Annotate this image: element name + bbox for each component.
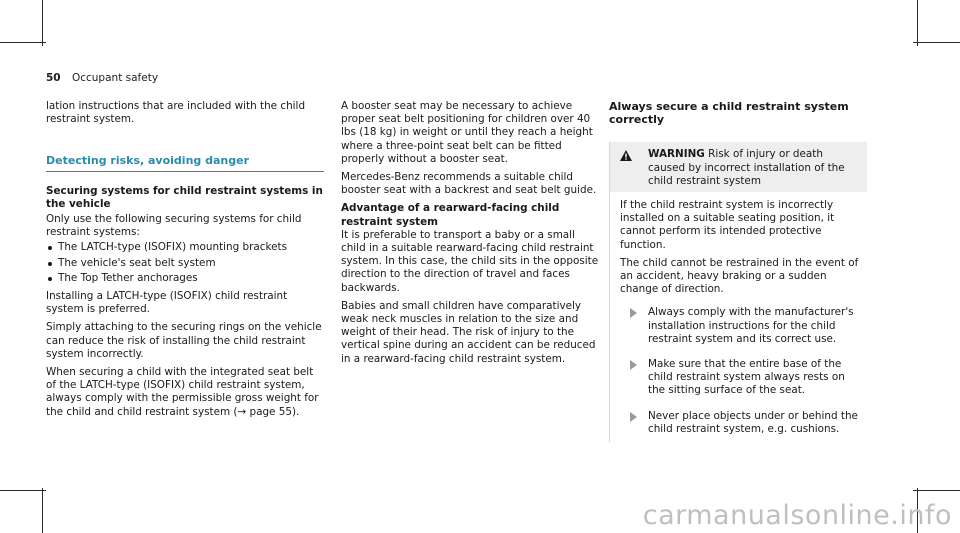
page-number: 50 [46,72,61,84]
heading: Always secure a child restraint system correctly [609,100,849,127]
warning-box [609,142,867,442]
instruction-step [620,410,859,436]
list-item: The vehicle's seat belt system [46,257,326,270]
column-middle [341,100,601,371]
warning-title: Risk of injury or death caused by incorrect installation of the child restraint system [648,148,845,187]
subheading: Advantage of a rearward-facing child restraint system [341,202,560,228]
section-name: Occupant safety [71,72,159,84]
crop-mark [913,42,960,43]
subheading: Securing systems for child restraint systems in the vehicle [46,184,323,210]
watermark: carmanualsonline.info [642,500,952,531]
list-item: The Top Tether anchorages [46,272,326,285]
warning-label: WARNING [648,148,705,161]
paragraph: Babies and small children have comparatively weak neck muscles in relation to the size and weight of their head. The risk of injury to the vertical spine during an accident can be reduced in a rearward-facing child restraint system. [341,299,596,365]
paragraph: The child cannot be restrained in the event of an accident, heavy braking or a sudden change of direction. [620,256,859,296]
paragraph: Installing a LATCH-type (ISOFIX) child restraint system is preferred. [46,290,288,316]
column-right [609,100,867,442]
paragraph: A booster seat may be necessary to achieve proper seat belt positioning for children over 40 lbs (18 kg) in weight or until they reach a height where a three-point seat belt can be fitted properly without a booster seat. [341,100,593,165]
section-title: Detecting risks, avoiding danger [46,154,249,168]
page-header [46,72,158,84]
paragraph: When securing a child with the integrated seat belt of the LATCH-type (ISOFIX) child restraint system, always comply with the permissible gross weight for the child and child restraint system (→ page 55). [46,366,319,418]
step-text: Always comply with the manufacturer's installation instructions for the child restraint system and its correct use. [648,306,854,345]
paragraph: If the child restraint system is incorrectly installed on a suitable seating position, it cannot perform its intended protective function. [620,199,835,251]
crop-mark [917,0,918,46]
instruction-step [620,306,859,346]
paragraph: Mercedes-Benz recommends a suitable child booster seat with a backrest and seat belt guide. [341,171,597,197]
step-text: Never place objects under or behind the child restraint system, e.g. cushions. [648,409,858,435]
paragraph: Simply attaching to the securing rings on the vehicle can reduce the risk of installing the child restraint system incorrectly. [46,321,322,360]
arrow-icon [630,412,637,422]
section-divider [46,171,324,172]
list-item: The LATCH-type (ISOFIX) mounting brackets [46,241,326,254]
crop-mark [913,490,960,491]
step-text: Make sure that the entire base of the child restraint system always rests on the sitting surface of the seat. [648,358,845,397]
column-left [46,100,326,424]
paragraph: Only use the following securing systems for child restraint systems: [46,213,302,239]
paragraph: It is preferable to transport a baby or a small child in a suitable rearward-facing child restraint system. In this case, the child sits in the opposite direction to the direction of travel and faces backwards. [341,228,599,294]
intro-text: lation instructions that are included with the child restraint system. [46,100,306,126]
crop-mark [42,0,43,46]
arrow-icon [630,360,637,370]
warning-triangle-icon [620,150,632,161]
warning-header [610,142,867,192]
arrow-icon [630,308,637,318]
instruction-step [620,358,859,398]
crop-mark [0,490,46,491]
crop-mark [42,488,43,533]
bullet-list [46,241,326,285]
crop-mark [0,42,46,43]
warning-body [610,192,867,442]
